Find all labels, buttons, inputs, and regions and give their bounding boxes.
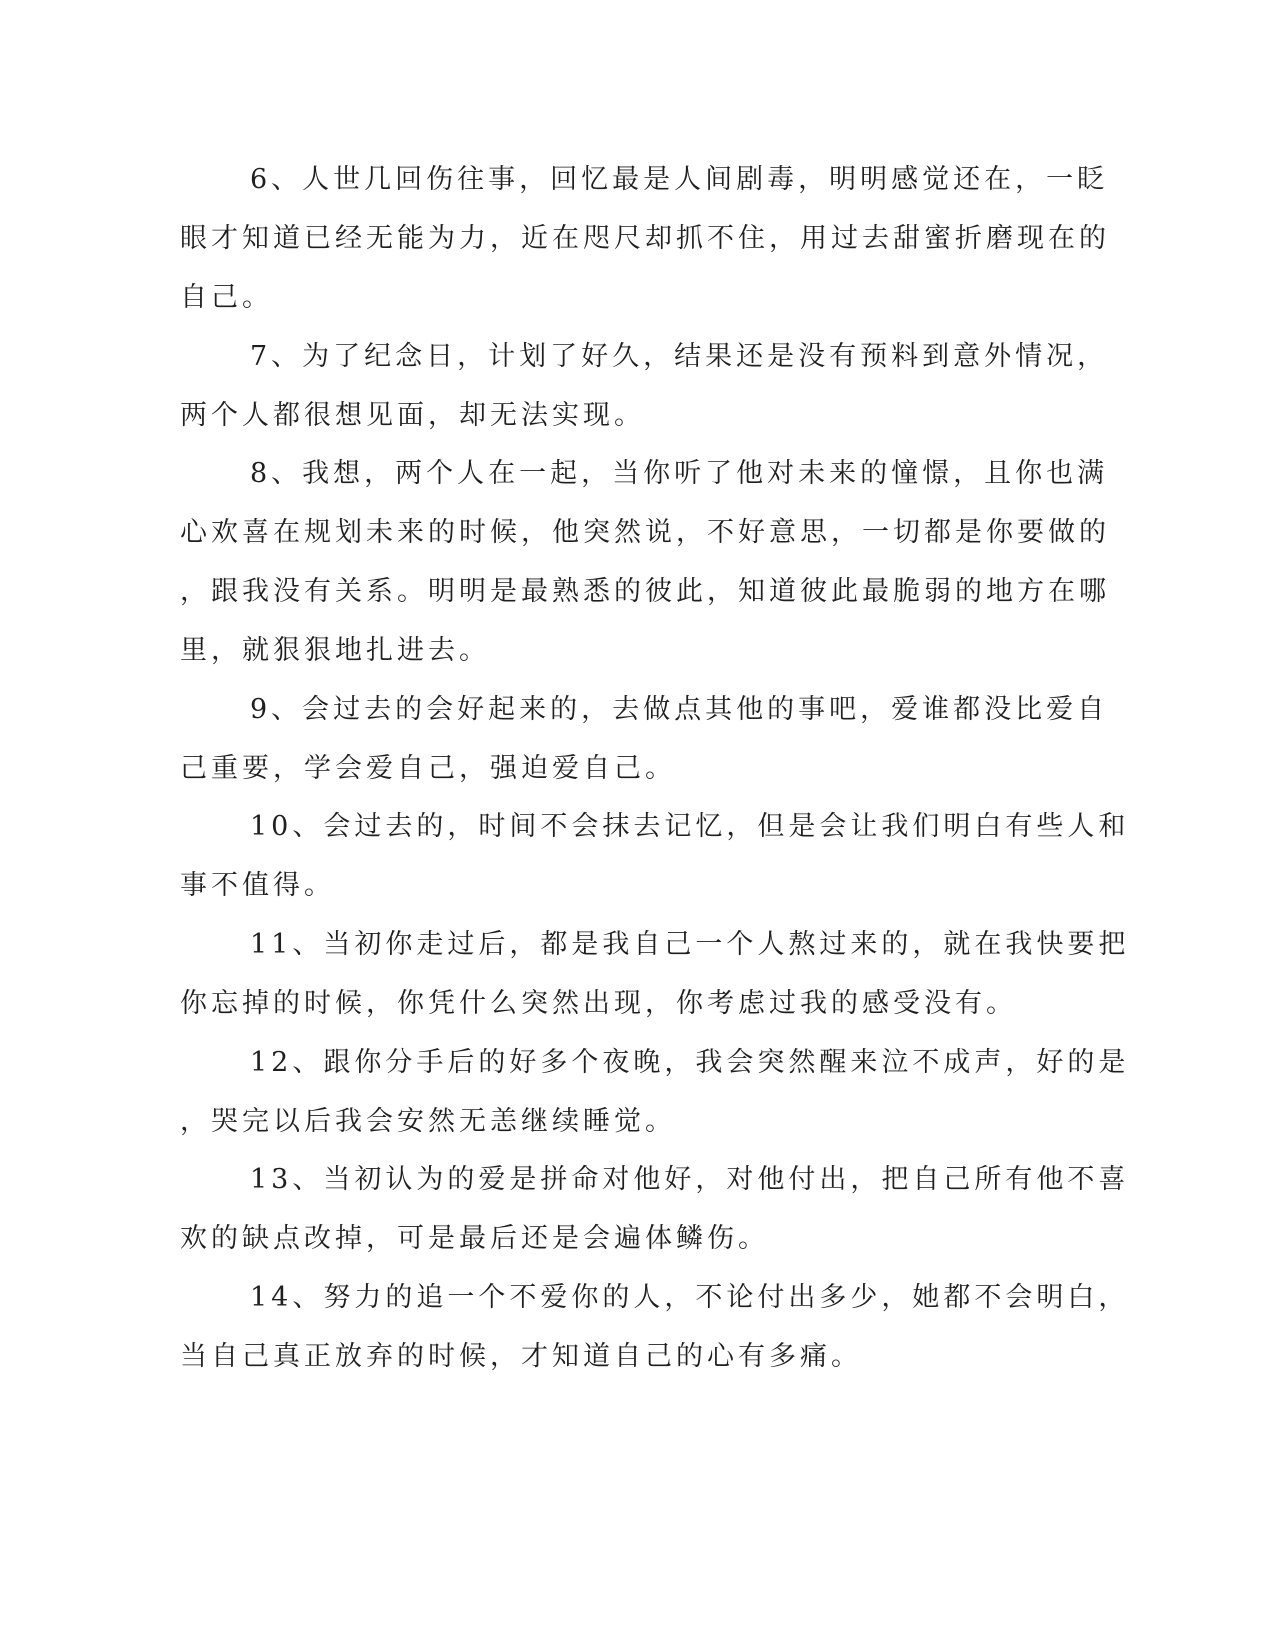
paragraph-7-line-2: 两个人都很想见面，却无法实现。 xyxy=(180,400,645,431)
paragraph-10-line-1: 10、会过去的，时间不会抹去记忆，但是会让我们明白有些人和 xyxy=(250,811,1130,842)
paragraph-8-line-1: 8、我想，两个人在一起，当你听了他对未来的憧憬，且你也满 xyxy=(250,458,1109,489)
paragraph-13-line-1: 13、当初认为的爱是拼命对他好，对他付出，把自己所有他不喜 xyxy=(250,1164,1130,1195)
paragraph-12-line-1: 12、跟你分手后的好多个夜晚，我会突然醒来泣不成声，好的是 xyxy=(250,1047,1130,1078)
paragraph-6-line-1: 6、人世几回伤往事，回忆最是人间剧毒，明明感觉还在，一眨 xyxy=(250,164,1109,195)
paragraph-14-line-2: 当自己真正放弃的时候，才知道自己的心有多痛。 xyxy=(180,1341,862,1372)
paragraph-7-line-1: 7、为了纪念日，计划了好久，结果还是没有预料到意外情况， xyxy=(250,341,1109,372)
paragraph-9-line-2: 己重要，学会爱自己，强迫爱自己。 xyxy=(180,753,676,784)
paragraph-8-line-4: 里，就狠狠地扎进去。 xyxy=(180,635,490,666)
paragraph-9-line-1: 9、会过去的会好起来的，去做点其他的事吧，爱谁都没比爱自 xyxy=(250,694,1109,725)
paragraph-8-line-2: 心欢喜在规划未来的时候，他突然说，不好意思，一切都是你要做的 xyxy=(180,517,1110,548)
paragraph-6-line-3: 自己。 xyxy=(180,282,273,313)
paragraph-14-line-1: 14、努力的追一个不爱你的人，不论付出多少，她都不会明白， xyxy=(250,1282,1130,1313)
paragraph-13-line-2: 欢的缺点改掉，可是最后还是会遍体鳞伤。 xyxy=(180,1223,769,1254)
paragraph-10-line-2: 事不值得。 xyxy=(180,870,335,901)
paragraph-6-line-2: 眼才知道已经无能为力，近在咫尺却抓不住，用过去甜蜜折磨现在的 xyxy=(180,223,1110,254)
paragraph-12-line-2: ，哭完以后我会安然无恙继续睡觉。 xyxy=(180,1106,676,1137)
paragraph-8-line-3: ，跟我没有关系。明明是最熟悉的彼此，知道彼此最脆弱的地方在哪 xyxy=(180,576,1110,607)
paragraph-11-line-2: 你忘掉的时候，你凭什么突然出现，你考虑过我的感受没有。 xyxy=(180,988,1017,1019)
paragraph-11-line-1: 11、当初你走过后，都是我自己一个人熬过来的，就在我快要把 xyxy=(250,929,1130,960)
